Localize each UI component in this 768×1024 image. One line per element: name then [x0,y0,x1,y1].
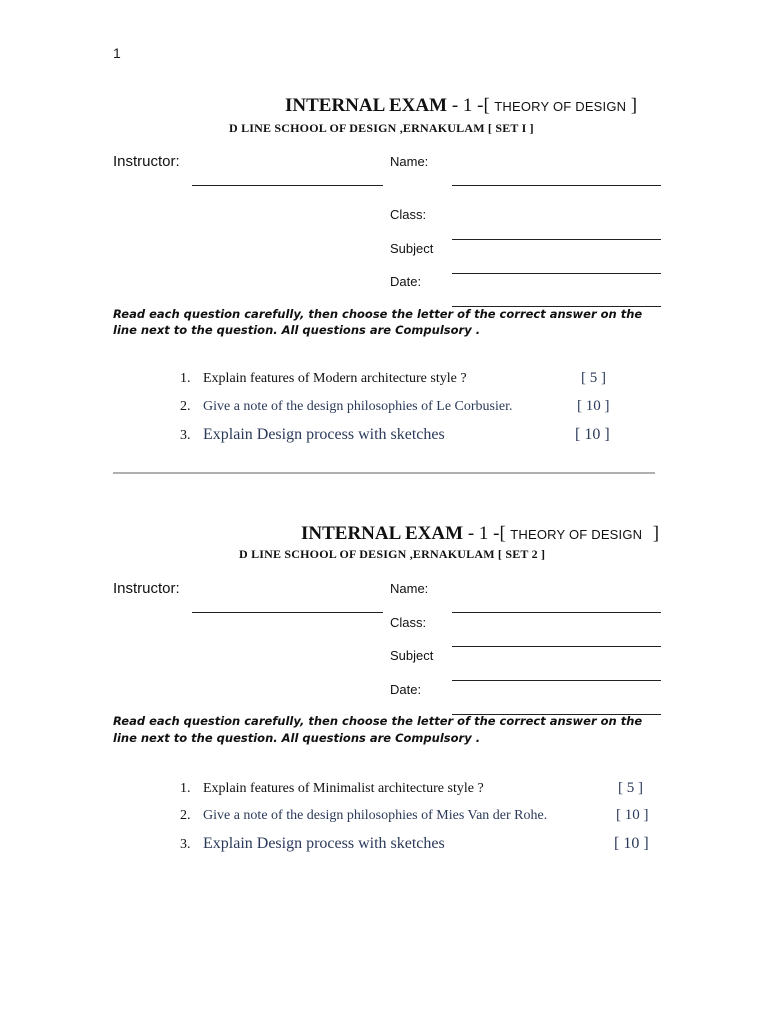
exam-title-subject: THEORY OF DESIGN [510,527,643,542]
class-line[interactable] [452,646,661,647]
instructor-line[interactable] [192,612,383,613]
exam-title-number: - 1 -[ [463,523,506,544]
name-label: Name: [390,154,429,169]
class-label: Class: [390,615,427,630]
subject-label: Subject [390,241,434,256]
exam-title-main: INTERNAL EXAM [285,95,448,116]
question-text: Explain Design process with sketches [203,426,445,443]
exam-title [285,95,637,117]
subject-line[interactable] [452,273,661,274]
question-number: 2. [180,399,191,414]
instructions-text: Read each question carefully, then choose the letter of the correct answer on the line next to the question. All questions are Compulsory . [113,307,643,337]
class-label: Class: [390,207,427,222]
instructor-label: Instructor: [113,580,180,597]
question-text: Give a note of the design philosophies of Le Corbusier. [203,399,513,414]
school-name: D LINE SCHOOL OF DESIGN ,ERNAKULAM [ SET 2 ] [239,547,546,561]
question-number: 2. [180,808,191,823]
question-marks: [ 10 ] [616,807,649,823]
question-number: 3. [180,428,191,443]
question-marks: [ 5 ] [618,780,643,796]
question-number: 1. [180,371,191,386]
question-text: Explain features of Modern architecture style ? [203,371,467,386]
question-marks: [ 10 ] [614,835,649,852]
instructions-text: Read each question carefully, then choose the letter of the correct answer on the line next to the question. All questions are Compulsory . [113,714,643,745]
question-number: 3. [180,837,191,852]
page-number: 1 [113,45,121,61]
question-number: 1. [180,781,191,796]
question-marks: [ 10 ] [575,426,610,443]
question-text: Explain features of Minimalist architecture style ? [203,781,484,796]
exam-title-close: ] [630,95,638,116]
subject-line[interactable] [452,680,661,681]
exam-title-main: INTERNAL EXAM [301,523,464,544]
question-text: Give a note of the design philosophies of Mies Van der Rohe. [203,808,548,823]
exam-title-close: ] [652,523,660,544]
class-line[interactable] [452,239,661,240]
question-marks: [ 10 ] [577,398,610,414]
exam-title-number: - 1 -[ [447,95,490,116]
date-label: Date: [390,682,422,697]
instructor-label: Instructor: [113,153,180,170]
exam-title-subject: THEORY OF DESIGN [494,99,627,114]
name-label: Name: [390,581,429,596]
instructor-line[interactable] [192,185,383,186]
subject-label: Subject [390,648,434,663]
question-text: Explain Design process with sketches [203,835,445,852]
school-name: D LINE SCHOOL OF DESIGN ,ERNAKULAM [ SET I ] [229,121,534,135]
name-line[interactable] [452,612,661,613]
name-line[interactable] [452,185,661,186]
exam-title [301,523,659,545]
question-marks: [ 5 ] [581,370,606,386]
section-divider [113,472,655,474]
date-label: Date: [390,274,422,289]
